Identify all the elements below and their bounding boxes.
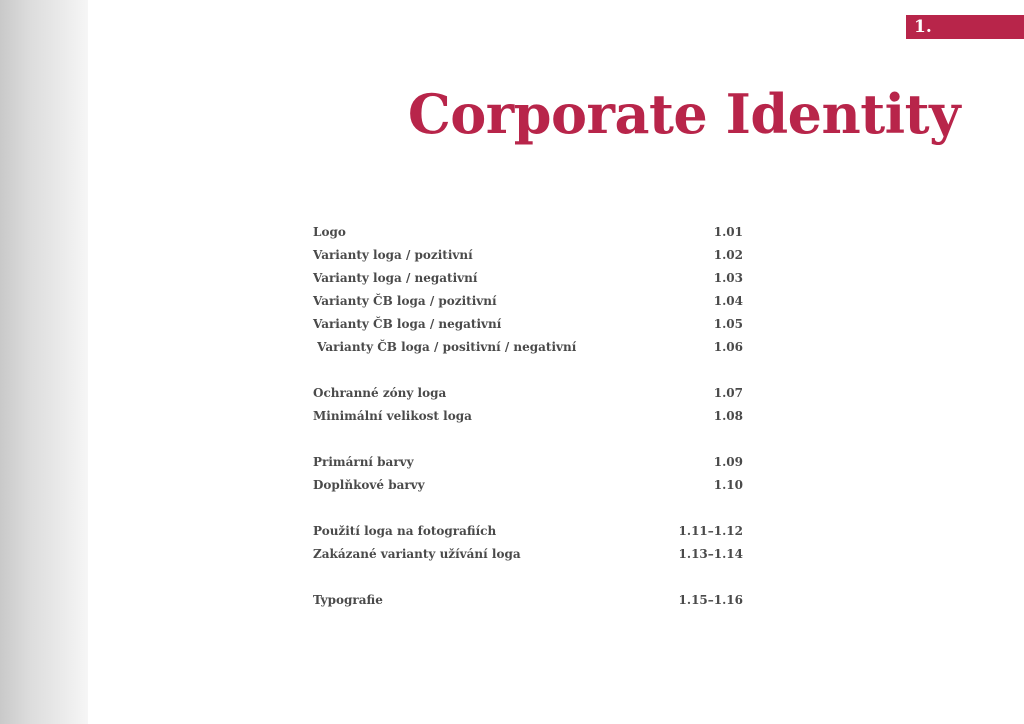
toc-item-secondary-colors[interactable] [313,473,743,496]
toc-item-typography[interactable] [313,588,743,611]
toc-item-label: Typografie [313,592,383,607]
toc-item-bw-logo-positive-negative[interactable] [313,335,743,358]
toc-item-bw-logo-negative[interactable] [313,312,743,335]
toc-item-label: Primární barvy [313,454,414,469]
toc-item-protective-zones[interactable] [313,381,743,404]
toc-item-forbidden-variants[interactable] [313,542,743,565]
toc-item-page: 1.01 [713,224,743,239]
toc-item-page: 1.04 [713,293,743,308]
chapter-number-badge: 1. [906,15,1024,39]
toc-item-page: 1.02 [713,247,743,262]
page-fold-shadow [0,0,88,724]
toc-item-primary-colors[interactable] [313,450,743,473]
table-of-contents [313,220,743,611]
toc-item-page: 1.07 [713,385,743,400]
toc-item-label: Varianty loga / pozitivní [313,247,473,262]
toc-item-page: 1.13–1.14 [678,546,743,561]
toc-item-label: Použití loga na fotografiích [313,523,497,538]
toc-item-label: Varianty ČB loga / positivní / negativní [313,339,577,354]
toc-item-label: Varianty ČB loga / pozitivní [313,293,497,308]
toc-item-page: 1.08 [713,408,743,423]
toc-item-page: 1.03 [713,270,743,285]
toc-item-label: Ochranné zóny loga [313,385,447,400]
toc-item-page: 1.15–1.16 [678,592,743,607]
toc-item-page: 1.06 [713,339,743,354]
toc-item-label: Doplňkové barvy [313,477,425,492]
toc-item-page: 1.10 [713,477,743,492]
toc-item-label: Varianty ČB loga / negativní [313,316,502,331]
toc-item-logo-on-photos[interactable] [313,519,743,542]
toc-item-label: Logo [313,224,346,239]
toc-item-label: Minimální velikost loga [313,408,472,423]
toc-item-logo-variants-positive[interactable] [313,243,743,266]
toc-item-minimum-size[interactable] [313,404,743,427]
toc-item-page: 1.09 [713,454,743,469]
toc-item-logo-variants-negative[interactable] [313,266,743,289]
toc-item-bw-logo-positive[interactable] [313,289,743,312]
page-title: Corporate Identity [407,82,960,146]
toc-item-logo[interactable] [313,220,743,243]
toc-item-page: 1.05 [713,316,743,331]
toc-item-page: 1.11–1.12 [678,523,743,538]
toc-item-label: Varianty loga / negativní [313,270,478,285]
toc-item-label: Zakázané varianty užívání loga [313,546,521,561]
